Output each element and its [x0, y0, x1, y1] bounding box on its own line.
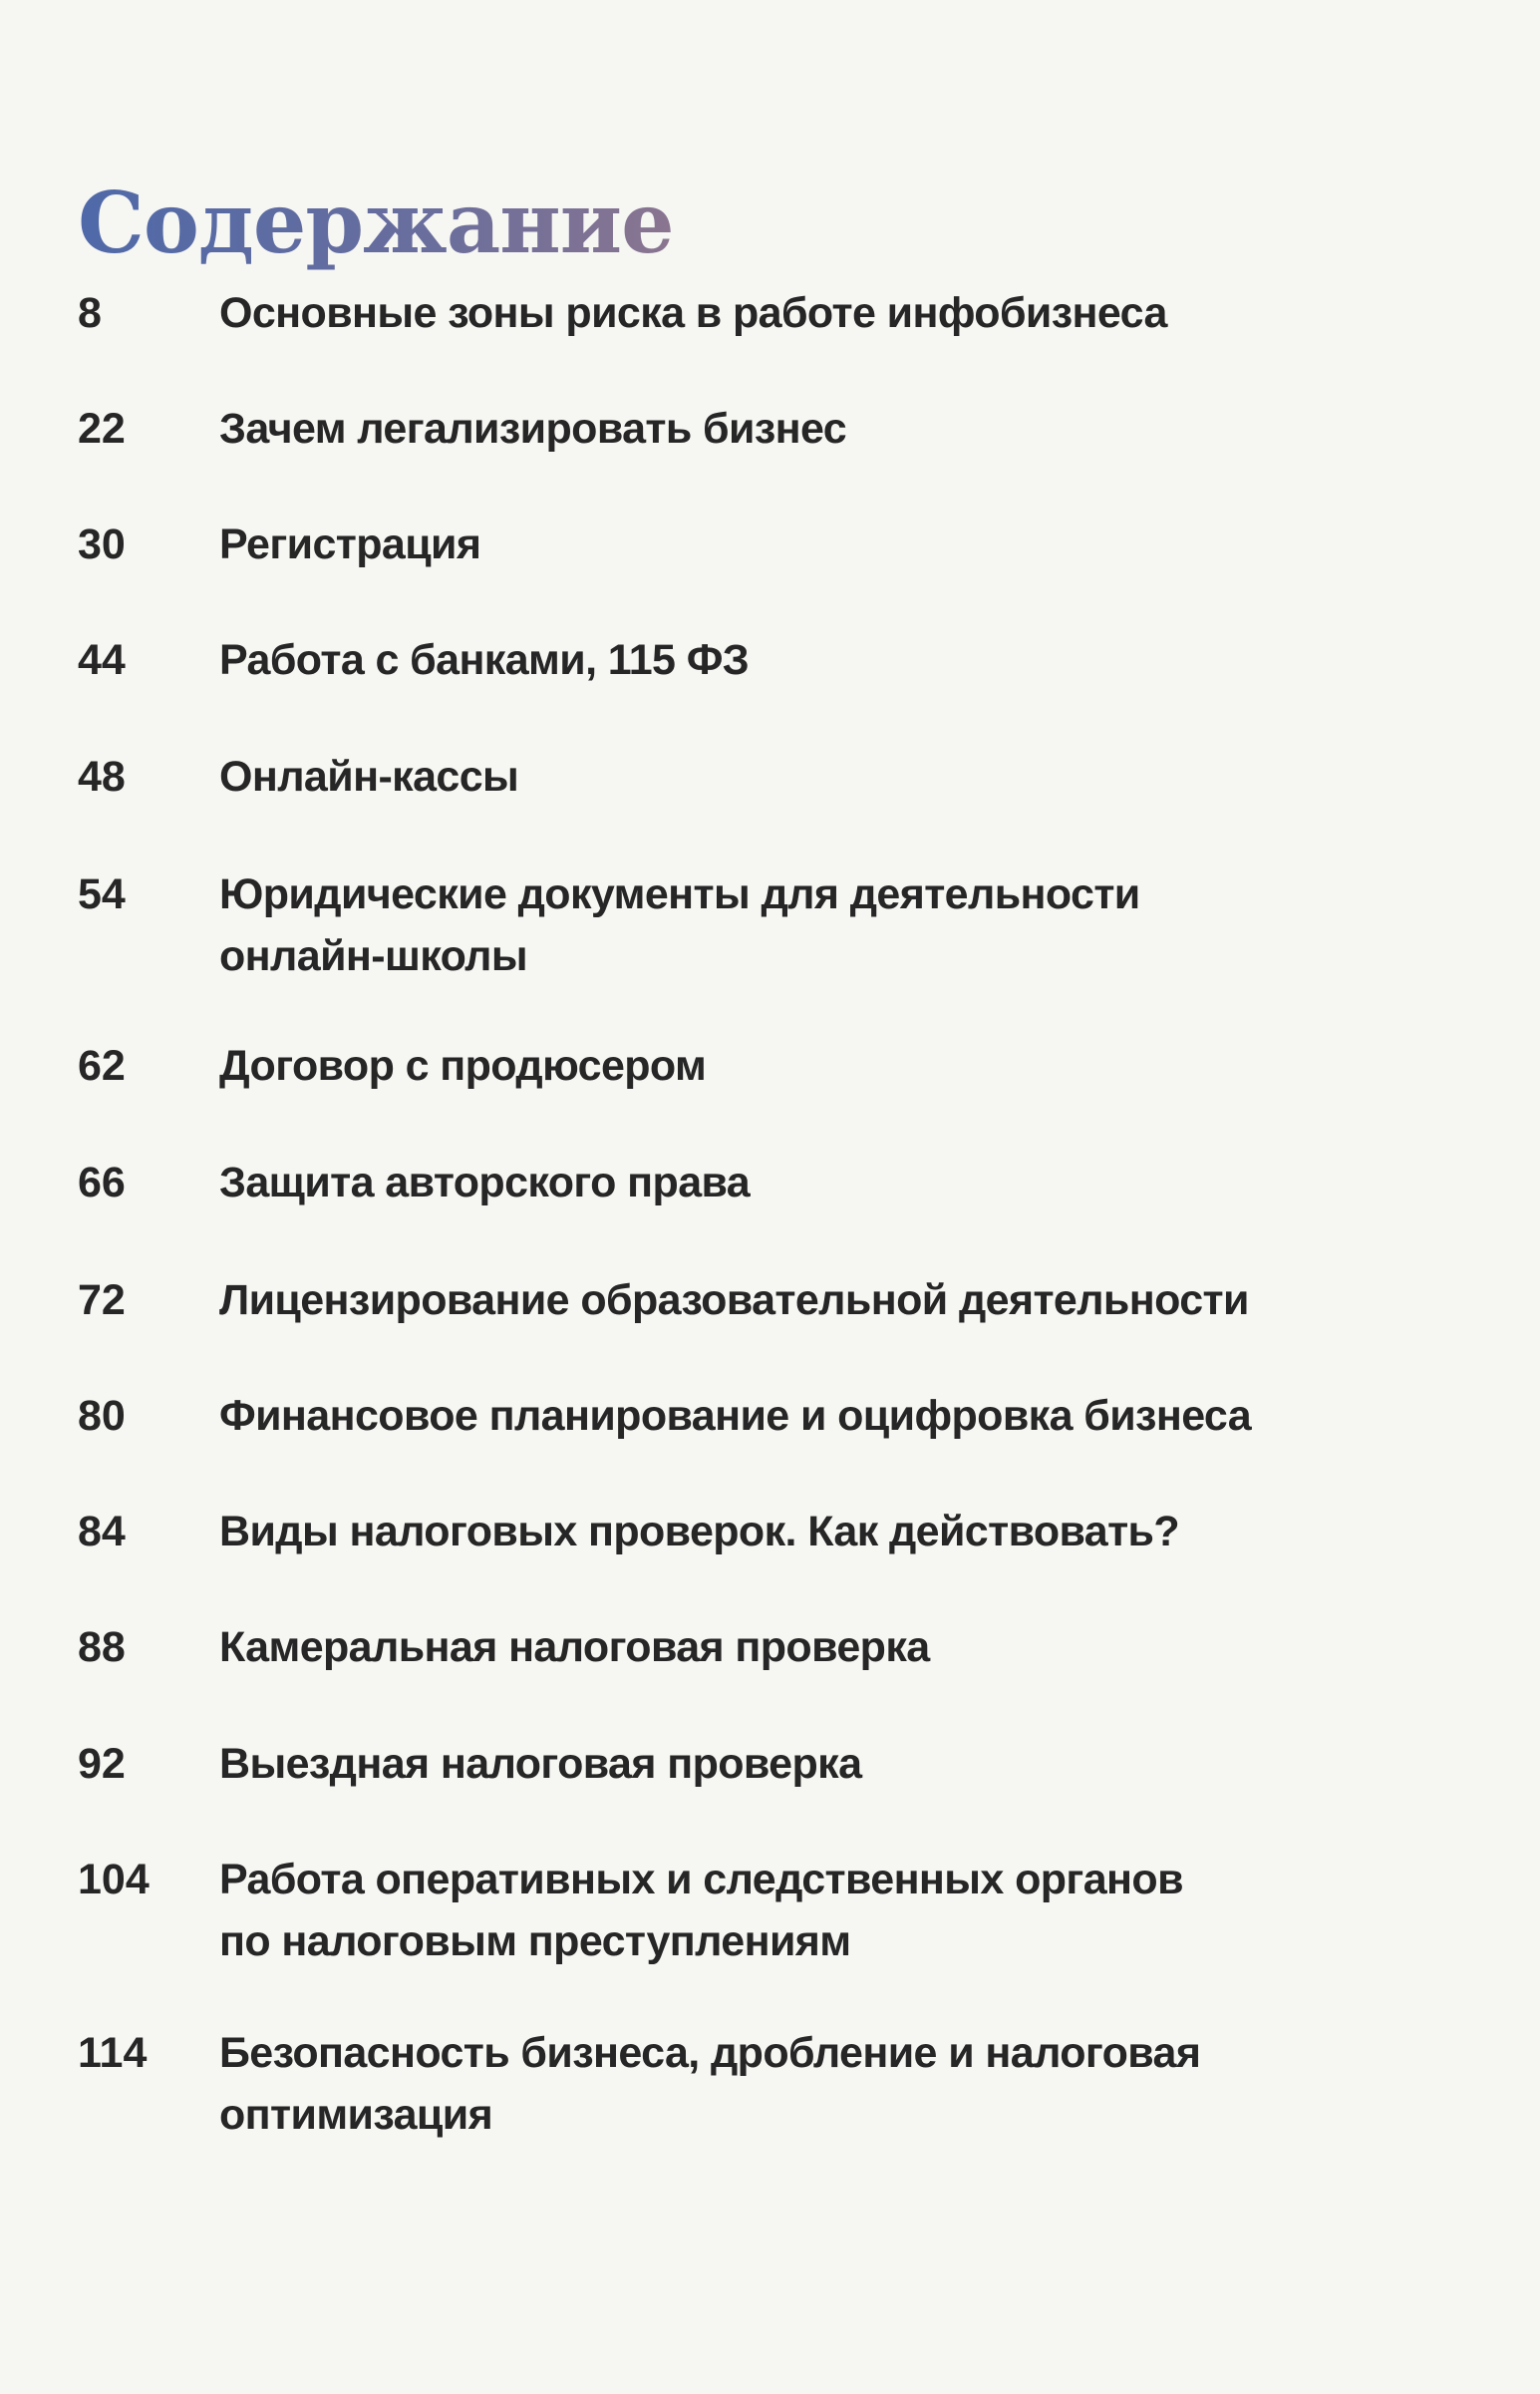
toc-entry-title: [219, 282, 1167, 344]
toc-page-number: 66: [78, 1159, 126, 1206]
toc-entry-title-line: Основные зоны риска в работе инфобизнеса: [219, 289, 1167, 337]
toc-page-number: 72: [78, 1276, 126, 1324]
toc-page-number: 54: [78, 870, 126, 918]
page-title: Содержание: [78, 173, 674, 273]
toc-page-number: 88: [78, 1623, 126, 1671]
toc-page-number: 92: [78, 1740, 126, 1788]
toc-entry-title-line: Работа оперативных и следственных органов: [219, 1856, 1183, 1903]
toc-entry-title: [219, 1733, 861, 1795]
toc-page-number: 114: [78, 2029, 148, 2077]
toc-entry-title: [219, 2022, 1200, 2146]
toc-entry-title-line: Договор с продюсером: [219, 1042, 707, 1090]
toc-entry-title: [219, 1385, 1251, 1447]
toc-page-number: 104: [78, 1856, 150, 1903]
toc-entry-title-line: Работа с банками, 115 ФЗ: [219, 636, 750, 684]
toc-page-number: 44: [78, 636, 126, 684]
toc-entry-title-line: Защита авторского права: [219, 1159, 751, 1206]
toc-entry-title: [219, 1152, 750, 1213]
toc-entry-title-line: Виды налоговых проверок. Как действовать?: [219, 1508, 1180, 1555]
toc-entry-title-line: онлайн-школы: [219, 932, 528, 980]
toc-entry-title-line: оптимизация: [219, 2091, 493, 2139]
toc-page-number: 48: [78, 753, 126, 801]
toc-page-number: 80: [78, 1392, 126, 1440]
toc-entry-title-line: Зачем легализировать бизнес: [219, 405, 847, 453]
toc-page-number: 22: [78, 405, 126, 453]
toc-entry-title: [219, 513, 480, 575]
toc-entry-title-line: Онлайн-кассы: [219, 753, 519, 801]
toc-page-number: 30: [78, 520, 126, 568]
toc-entry-title: [219, 746, 518, 808]
toc-entry-title: [219, 1849, 1183, 1972]
toc-entry-title-line: Безопасность бизнеса, дробление и налоговая: [219, 2029, 1201, 2077]
toc-entry-title-line: Лицензирование образовательной деятельности: [219, 1276, 1249, 1324]
toc-entry-title: [219, 398, 846, 460]
toc-entry-title-line: Камеральная налоговая проверка: [219, 1623, 930, 1671]
toc-entry-title-line: Финансовое планирование и оцифровка бизнеса: [219, 1392, 1252, 1440]
toc-entry-title-line: по налоговым преступлениям: [219, 1917, 851, 1965]
toc-page-number: 84: [78, 1508, 126, 1555]
toc-entry-title: [219, 1269, 1249, 1331]
toc-entry-title-line: Регистрация: [219, 520, 481, 568]
toc-entry-title-line: Выездная налоговая проверка: [219, 1740, 862, 1788]
toc-entry-title: [219, 629, 749, 691]
toc-entry-title: [219, 863, 1140, 987]
toc-page-number: 8: [78, 289, 102, 337]
toc-entry-title: [219, 1616, 930, 1678]
toc-entry-title-line: Юридические документы для деятельности: [219, 870, 1140, 918]
toc-entry-title: [219, 1501, 1179, 1562]
toc-entry-title: [219, 1035, 706, 1097]
toc-page-number: 62: [78, 1042, 126, 1090]
